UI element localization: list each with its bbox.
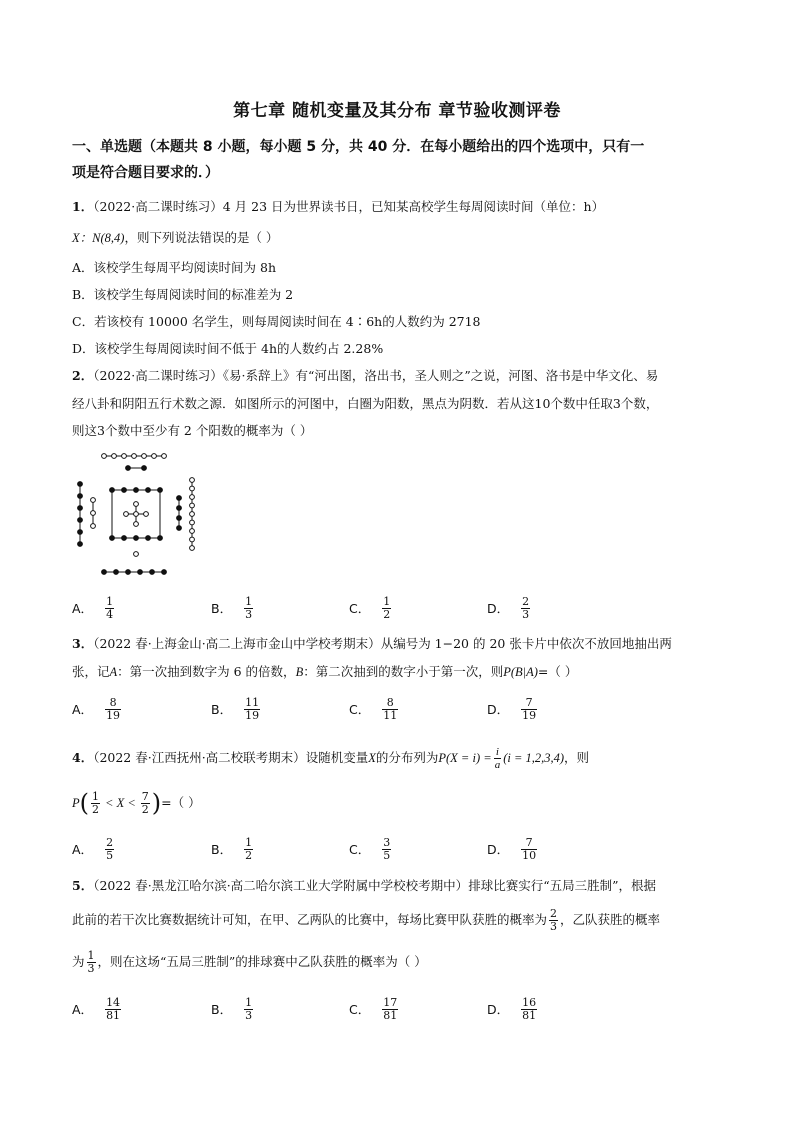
q1-option-b[interactable]: B．该校学生每周阅读时间的标准差为 2 — [72, 287, 294, 302]
q4-option-d[interactable]: D． $\frac{7}{10}$ — [487, 835, 537, 862]
q1-option-a[interactable]: A．该校学生每周平均阅读时间为 8h — [72, 260, 277, 275]
q5-source: （2022 春·黑龙江哈尔滨·高二哈尔滨工业大学附属中学校校考期中） — [93, 878, 469, 893]
q2-number: 2． — [72, 368, 94, 383]
q3-option-d[interactable]: D． $\frac{7}{19}$ — [487, 695, 537, 722]
q1-number: 1． — [72, 199, 94, 214]
q4-option-a[interactable]: A． $\frac{2}{5}$ — [72, 835, 114, 862]
q1-line2 — [72, 228, 732, 248]
q3-option-a[interactable]: A． $\frac{8}{19}$ — [72, 695, 121, 722]
q4-number: 4． — [72, 750, 94, 765]
q2-option-a[interactable]: A． $\frac{1}{4}$ — [72, 594, 114, 621]
q3-line2: 张，记A：第一次抽到数字为 6 的倍数，B：第二次抽到的数字小于第一次，则P(B|A)=（ ） — [72, 664, 578, 679]
q2-line2: 经八卦和阴阳五行术数之源．如图所示的河图中，白圈为阳数，黑点为阴数．若从这10个数中任取3个数， — [72, 396, 659, 411]
q1-option-c[interactable]: C．若该校有 10000 名学生，则每周阅读时间在 4∶6h的人数约为 2718 — [72, 314, 481, 329]
q2-source: （2022·高二课时练习） — [93, 368, 223, 383]
q4-line2: P ( $\frac{1}{2}$ < X < $\frac{7}{2}$ ) =（ ） — [72, 789, 201, 817]
q3-event-a: A — [109, 665, 118, 679]
q1-text-2: ，则下列说法错误的是（ ） — [124, 230, 279, 245]
q5-option-b[interactable]: B． $\frac{1}{3}$ — [211, 995, 253, 1022]
q3-text: 从编号为 1−20 的 20 张卡片中依次不放回地抽出两 — [380, 636, 672, 651]
q4-variable: X — [368, 751, 376, 765]
q3-option-b[interactable]: B． $\frac{11}{19}$ — [211, 695, 260, 722]
q5-option-d[interactable]: D． $\frac{16}{81}$ — [487, 995, 537, 1022]
q5-line3: 为 $\frac{1}{3}$ ，则在这场“五局三胜制”的排球赛中乙队获胜的概率为（ ） — [72, 948, 427, 975]
hetu-diagram — [68, 448, 208, 580]
top-black-dot — [126, 466, 131, 471]
top-white-circles — [102, 454, 167, 459]
q5-text: 排球比赛实行“五局三胜制”，根据 — [468, 878, 656, 893]
q1-text: 4 月 23 日为世界读书日，已知某高校学生每周阅读时间（单位：h） — [222, 199, 605, 214]
q1-source: （2022·高二课时练习） — [93, 199, 223, 214]
q5-option-a[interactable]: A． $\frac{14}{81}$ — [72, 995, 121, 1022]
q4-probability-symbol: P — [72, 796, 80, 810]
q2-text: 《易·系辞上》有“河出图，洛出书，圣人则之”之说，河图、洛书是中华文化、易 — [222, 368, 659, 383]
q3-line1 — [72, 634, 732, 654]
q2-option-b[interactable]: B． $\frac{1}{3}$ — [211, 594, 253, 621]
q3-event-b: B — [295, 665, 304, 679]
q2-line1 — [72, 366, 732, 386]
page-title: 第七章 随机变量及其分布 章节验收测评卷 — [233, 101, 561, 121]
section-heading-line1: 一、单选题（本题共 8 小题，每小题 5 分，共 40 分．在每小题给出的四个选项中，只有一 — [72, 139, 645, 155]
q2-line3: 则这3个数中至少有 2 个阳数的概率为（ ） — [72, 423, 313, 438]
q3-source: （2022 春·上海金山·高二上海市金山中学校考期末） — [93, 636, 381, 651]
q1-option-d[interactable]: D．该校学生每周阅读时间不低于 4h的人数约占 2.28% — [72, 341, 384, 356]
q1-distribution: ：N(8,4) — [79, 231, 125, 245]
q4-option-c[interactable]: C． $\frac{3}{5}$ — [349, 835, 391, 862]
q3-expression: P(B|A) — [503, 665, 538, 679]
q4-line1: 4．（2022 春·江西抚州·高二校联考期末）设随机变量X的分布列为P(X = i) = $\frac{i}{a}$ (i = 1,2,3,4)，则 — [72, 746, 590, 771]
q4-expression: P(X = i) = — [438, 751, 492, 765]
q2-option-c[interactable]: C． $\frac{1}{2}$ — [349, 594, 391, 621]
q2-option-d[interactable]: D． $\frac{2}{3}$ — [487, 594, 530, 621]
q3-option-c[interactable]: C． $\frac{8}{11}$ — [349, 695, 398, 722]
q5-line2: 此前的若干次比赛数据统计可知，在甲、乙两队的比赛中，每场比赛甲队获胜的概率为 $\frac{2}{3}$ ，乙队获胜的概率 — [72, 906, 661, 933]
q3-number: 3． — [72, 636, 94, 651]
section-heading-line2: 项是符合题目要求的．） — [72, 165, 219, 181]
q5-line1 — [72, 876, 732, 896]
q5-number: 5． — [72, 878, 94, 893]
q5-option-c[interactable]: C． $\frac{17}{81}$ — [349, 995, 398, 1022]
q4-option-b[interactable]: B． $\frac{1}{2}$ — [211, 835, 253, 862]
q1-line1 — [72, 197, 732, 217]
q1-variable: X — [72, 231, 80, 245]
q4-source: （2022 春·江西抚州·高二校联考期末） — [93, 750, 306, 765]
